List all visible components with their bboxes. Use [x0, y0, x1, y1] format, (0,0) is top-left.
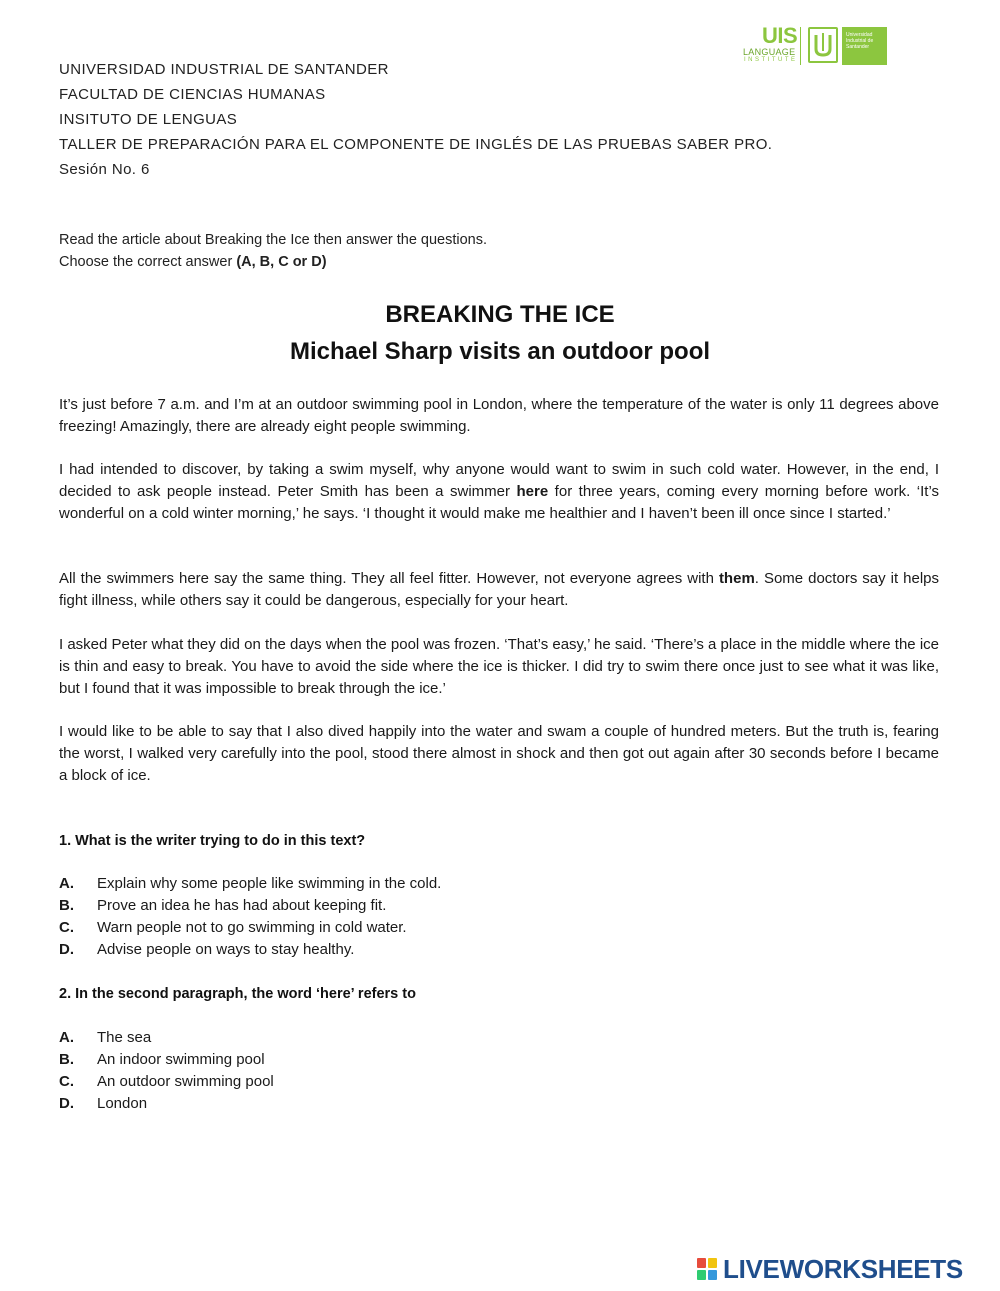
uis-language-institute-logo — [742, 25, 887, 67]
paragraph-4: I asked Peter what they did on the days when the pool was frozen. ‘That’s easy,’ he said. ‘There’s a place in the middle where the ice is thin and easy to break. You have to avoid the side where the ice is thicker. I did try to swim there once just to see what it was like, but I found that it was impossible to break through the ice.’ — [59, 636, 939, 697]
header-line-institute: INSITUTO DE LENGUAS — [59, 111, 238, 128]
word-here: here — [516, 483, 549, 500]
paragraph-3: All the swimmers here say the same thing. They all feel fitter. However, not everyone agrees with them. Some doctors say it helps fight illness, while others say it could be dangerous, especially for your heart. — [59, 570, 939, 609]
instruction-choose-options: (A, B, C or D) — [236, 254, 327, 270]
logo-uis-text: UIS — [762, 23, 798, 48]
liveworksheets-brand-text: LIVEWORKSHEETS — [723, 1254, 963, 1284]
article-subtitle: Michael Sharp visits an outdoor pool — [289, 338, 711, 365]
header-line-university: UNIVERSIDAD INDUSTRIAL DE SANTANDER — [59, 61, 389, 78]
paragraph-2: I had intended to discover, by taking a swim myself, why anyone would want to swim in such cold water. However, in the end, I decided to ask people instead. Peter Smith has been a swimmer here for three years, coming every morning before work. ‘It’s wonderful on a cold winter morning,’ he says. ‘I thought it would make me healthier and I haven’t been ill once since I started.’ — [59, 461, 939, 522]
header-line-workshop: TALLER DE PREPARACIÓN PARA EL COMPONENTE DE INGLÉS DE LAS PRUEBAS SABER PRO. — [59, 136, 773, 153]
logo-language-text: LANGUAGE — [743, 47, 796, 57]
question-1: 1. What is the writer trying to do in this text? — [59, 833, 366, 849]
word-them: them — [718, 570, 755, 587]
header-line-session: Sesión No. 6 — [59, 161, 150, 178]
logo-university-text: Universidad Industrial de Santander — [846, 32, 874, 50]
paragraph-5: I would like to be able to say that I also dived happily into the water and swam a couple of hundred meters. But the truth is, fearing the worst, I walked very carefully into the pool, stood there almost in shock and then got out again after 30 seconds before I became a block of ice. — [59, 723, 939, 784]
paragraph-1: It’s just before 7 a.m. and I’m at an outdoor swimming pool in London, where the temperature of the water is only 11 degrees above freezing! Amazingly, there are already eight people swimming. — [59, 396, 939, 435]
instruction-choose — [59, 254, 327, 270]
logo-emblem-icon — [808, 27, 838, 63]
logo-institute-text: INSTITUTE — [744, 57, 798, 63]
instruction-read: Read the article about Breaking the Ice then answer the questions. — [59, 232, 488, 248]
liveworksheets-icon — [697, 1258, 719, 1282]
article-title: BREAKING THE ICE — [385, 301, 615, 328]
logo-separator — [800, 27, 801, 65]
instruction-choose-text: Choose the correct answer — [59, 254, 237, 270]
question-2: 2. In the second paragraph, the word ‘here’ refers to — [59, 986, 416, 1002]
header-line-faculty: FACULTAD DE CIENCIAS HUMANAS — [59, 86, 326, 103]
logo-university-block — [842, 27, 887, 65]
